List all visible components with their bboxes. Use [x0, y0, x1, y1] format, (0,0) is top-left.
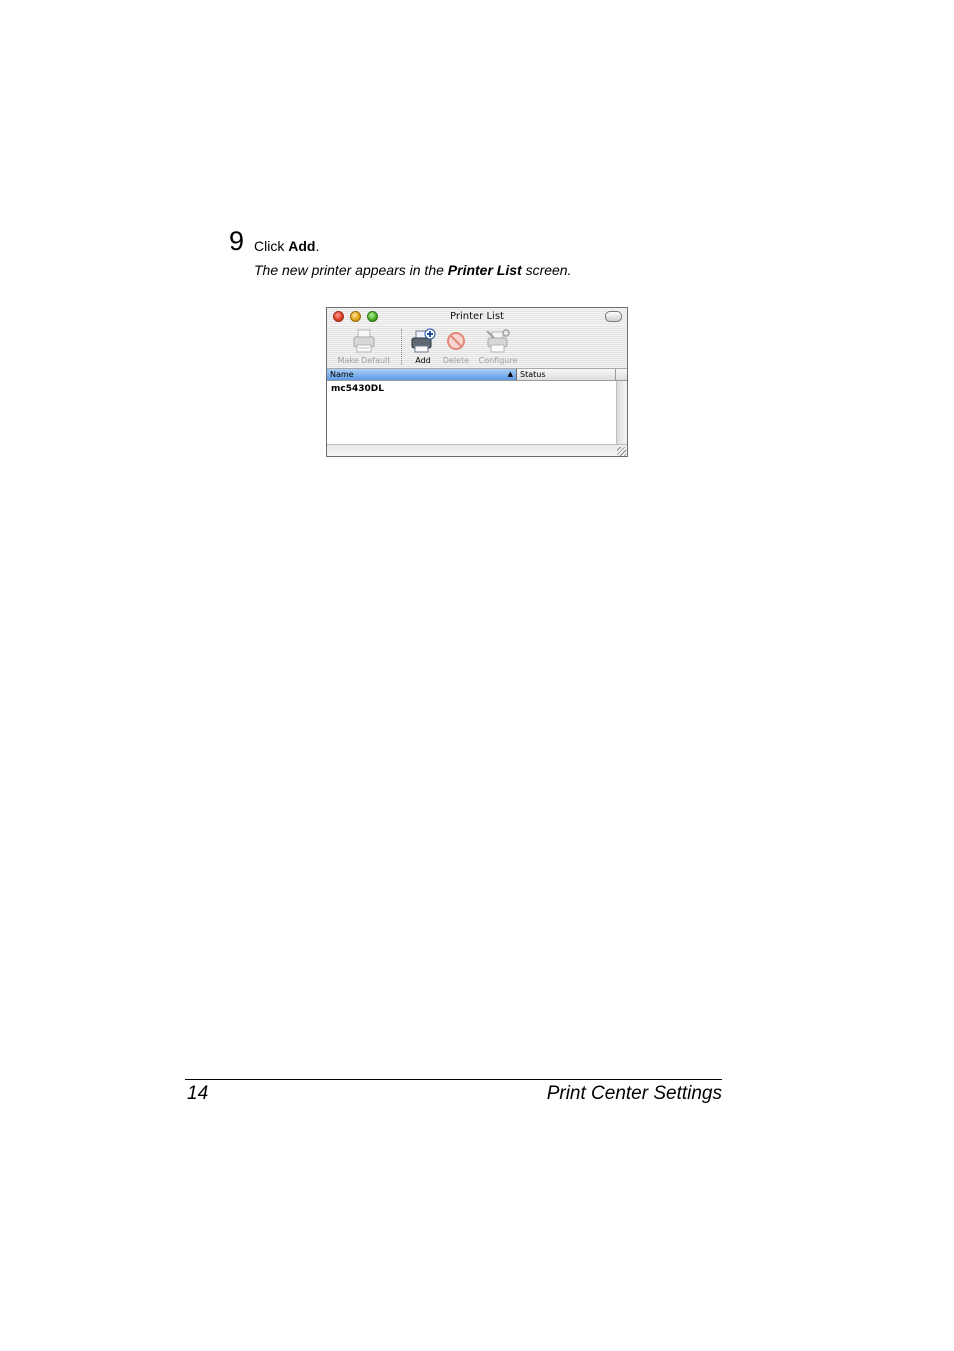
vertical-scrollbar[interactable] — [616, 381, 627, 444]
add-label: Add — [415, 356, 431, 365]
make-default-label: Make Default — [337, 356, 391, 365]
step-number: 9 — [229, 226, 245, 256]
instruction-suffix: . — [315, 238, 320, 254]
result-suffix: screen. — [521, 262, 572, 278]
name-column-label: Name — [330, 370, 354, 379]
result-prefix: The new printer appears in the — [254, 262, 448, 278]
printer-list-window — [326, 307, 628, 457]
title-bar[interactable] — [327, 308, 627, 325]
instruction-bold: Add — [288, 238, 316, 254]
list-item[interactable]: mc5430DL — [331, 384, 384, 394]
make-default-button[interactable] — [331, 325, 397, 368]
toolbar-toggle-button[interactable] — [605, 311, 622, 322]
section-title: Print Center Settings — [546, 1083, 722, 1104]
footer-divider — [185, 1079, 722, 1080]
page-number: 14 — [187, 1083, 209, 1104]
step-instruction — [254, 238, 319, 255]
configure-printer-icon — [485, 328, 511, 358]
window-title: Printer List — [450, 311, 504, 322]
status-column-header[interactable]: Status — [518, 369, 616, 380]
add-button[interactable] — [407, 325, 439, 368]
delete-button[interactable] — [441, 325, 471, 368]
instruction-prefix: Click — [254, 238, 289, 254]
printer-icon — [352, 328, 376, 358]
horizontal-scrollbar[interactable] — [327, 444, 627, 457]
add-printer-icon — [410, 328, 436, 358]
step-result — [254, 262, 572, 279]
resize-grip-icon[interactable] — [617, 447, 626, 456]
toolbar-separator — [401, 329, 402, 365]
toolbar — [327, 325, 627, 369]
result-bold: Printer List — [447, 262, 522, 278]
column-header — [327, 369, 627, 381]
printer-list — [327, 381, 616, 444]
name-column-header[interactable] — [327, 369, 517, 380]
sort-ascending-icon: ▲ — [507, 370, 513, 378]
configure-label: Configure — [478, 356, 518, 365]
delete-label: Delete — [442, 356, 470, 365]
configure-button[interactable] — [475, 325, 521, 368]
no-entry-icon — [445, 328, 467, 356]
